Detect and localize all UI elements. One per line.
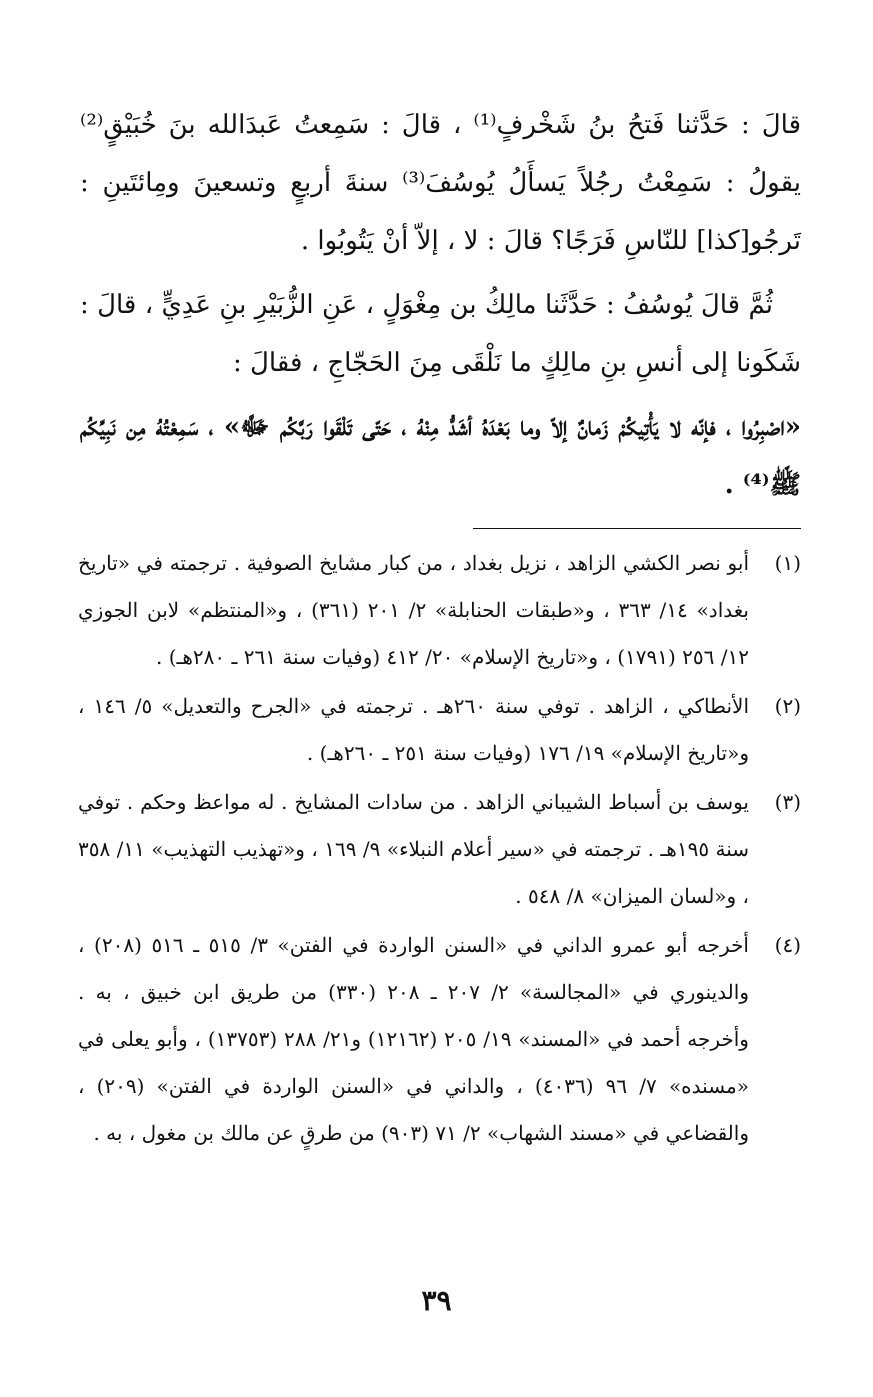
footnote-separator — [473, 528, 801, 529]
footnote-number: (٢) — [774, 694, 801, 718]
footnote — [78, 683, 801, 777]
footnote — [78, 779, 801, 920]
footnote-text: يوسف بن أسباط الشيباني الزاهد . من سادات المشايخ . له مواعظ وحكم . توفي سنة ١٩٥هـ . ترجمته في «سير أعلام النبلاء» ٩/ ١٦٩ ، و«تهذيب التهذيب» ١١/ ٣٥٨ ، و«لسان الميزان» ٨/ ٥٤٨ . — [78, 790, 749, 908]
narration-paragraph: قالَ : حَدَّثنا فَتحُ بنُ شَخْرفٍ⁽¹⁾ ، قالَ : سَمِعتُ عَبدَالله بنَ خُبَيْقٍ⁽²⁾ يقولُ : سَمِعْتُ رجُلاً يَسأَلُ يُوسُفَ⁽³⁾ سنةَ أربعٍ وتسعينَ ومِائتَينِ : تَرجُو[كذا] للنّاسِ فَرَجًا؟ قالَ : لا ، إلاّ أنْ يَتُوبُوا . — [80, 110, 802, 256]
footnote-text: أبو نصر الكشي الزاهد ، نزيل بغداد ، من كبار مشايخ الصوفية . ترجمته في «تاريخ بغداد» ١٤/ ٣٦٣ ، و«طبقات الحنابلة» ٢/ ٢٠١ (٣٦١) ، و«المنتظم» لابن الجوزي ١٢/ ٢٥٦ (١٧٩١) ، و«تاريخ الإسلام» ٢٠/ ٤١٢ (وفيات سنة ٢٦١ ـ ٢٨٠هـ) . — [78, 551, 749, 669]
footnote-number: (٣) — [774, 790, 801, 814]
footnote — [78, 922, 801, 1157]
hadith-text: «اصْبِرُوا ، فإنّه لا يَأْتِيكُمْ زَمانٌ إلاّ وما بَعْدَهُ أشَدُّ مِنْهُ ، حَتّى تَلْقَوا رَبَّكُم ﷻ» ، سَمِعْتُهُ مِن نَبِيِّكُم ﷺ⁽⁴⁾ . — [80, 412, 801, 500]
footnotes — [78, 540, 801, 1159]
page-number: ٣٩ — [421, 1284, 452, 1317]
footnote-number: (٤) — [774, 933, 801, 957]
main-text — [80, 96, 801, 520]
footnote-text: الأنطاكي ، الزاهد . توفي سنة ٢٦٠هـ . ترجمته في «الجرح والتعديل» ٥/ ١٤٦ ، و«تاريخ الإسلام» ١٩/ ١٧٦ (وفيات سنة ٢٥١ ـ ٢٦٠هـ) . — [78, 694, 749, 765]
chain-paragraph: ثُمَّ قالَ يُوسُفُ : حَدَّثَنا مالِكُ بن مِغْوَلٍ ، عَنِ الزُّبَيْرِ بنِ عَدِيٍّ ، قالَ : شَكَونا إلى أنسِ بنِ مالِكٍ ما نَلْقَى مِنَ الحَجّاجِ ، فقالَ : — [80, 290, 801, 378]
footnote-text: أخرجه أبو عمرو الداني في «السنن الواردة في الفتن» ٣/ ٥١٥ ـ ٥١٦ (٢٠٨) ، والدينوري في «المجالسة» ٢/ ٢٠٧ ـ ٢٠٨ (٣٣٠) من طريق ابن خبيق ، به . وأخرجه أحمد في «المسند» ١٩/ ٢٠٥ (١٢١٦٢) و٢١/ ٢٨٨ (١٣٧٥٣) ، وأبو يعلى في «مسنده» ٧/ ٩٦ (٤٠٣٦) ، والداني في «السنن الواردة في الفتن» (٢٠٩) ، والقضاعي في «مسند الشهاب» ٢/ ٧١ (٩٠٣) من طرقٍ عن مالك بن مغول ، به . — [78, 933, 749, 1145]
footnote — [78, 540, 801, 681]
footnote-number: (١) — [774, 551, 801, 575]
